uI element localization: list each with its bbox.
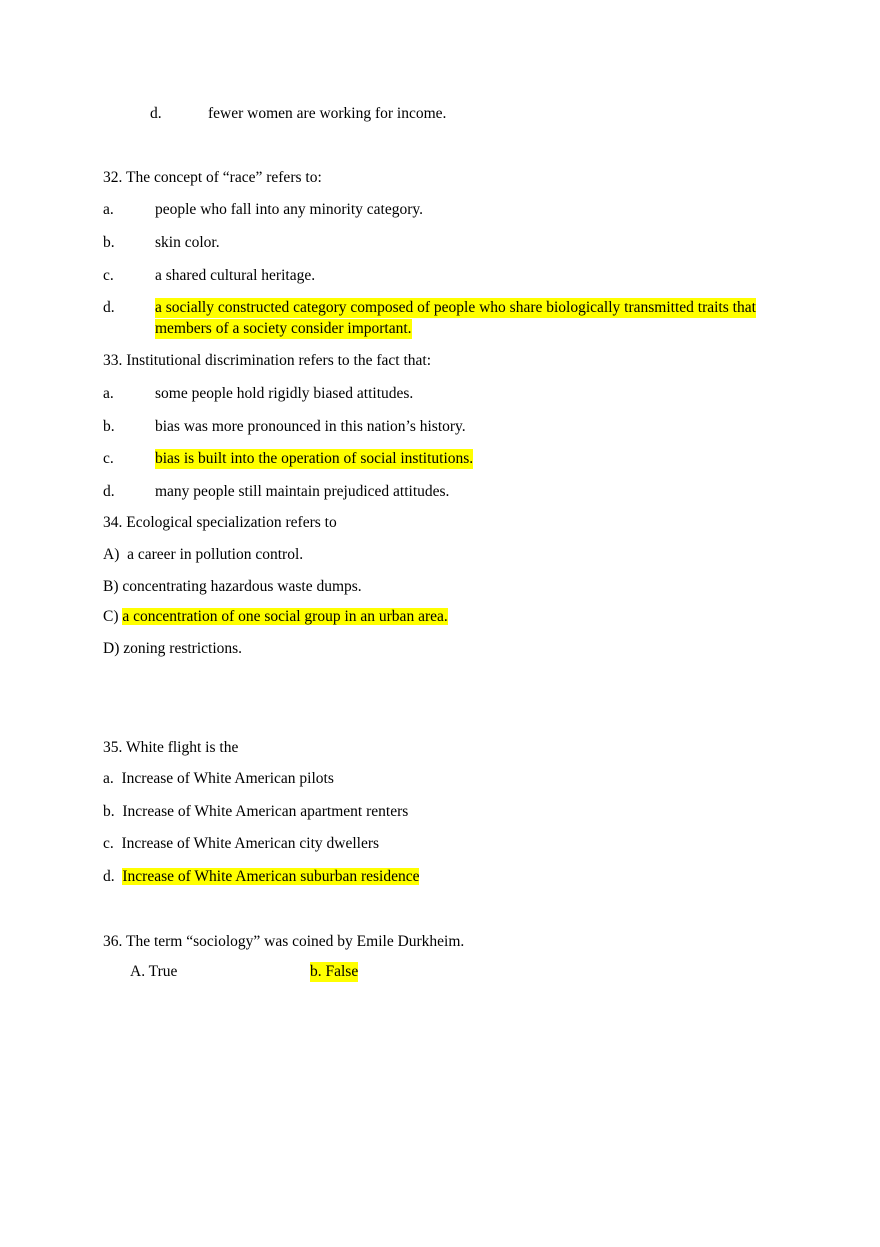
q34-option-a-text: a career in pollution control. xyxy=(127,546,304,563)
q34-option-c xyxy=(103,607,448,627)
q35-option-a-text: Increase of White American pilots xyxy=(121,770,334,787)
q33-option-d-letter: d. xyxy=(103,483,115,500)
q33-option-b-text: bias was more pronounced in this nation’s history. xyxy=(155,418,466,435)
q32-option-a-text: people who fall into any minority category. xyxy=(155,201,424,218)
q34-stem: 34. Ecological specialization refers to xyxy=(103,514,337,531)
q32-option-d-text-line1: a socially constructed category composed of people who share biologically transmitted traits that xyxy=(155,299,756,316)
q36-option-true: A. True xyxy=(130,963,178,980)
q33-option-c-text: bias is built into the operation of social institutions. xyxy=(155,450,474,467)
q33-option-c-letter: c. xyxy=(103,450,114,467)
q34-option-a xyxy=(103,545,303,565)
q34-option-d-text: zoning restrictions. xyxy=(123,640,243,657)
q35-stem: 35. White flight is the xyxy=(103,739,239,756)
q35-option-a xyxy=(103,769,334,789)
q35-option-b xyxy=(103,802,408,822)
q35-option-b-letter: b. xyxy=(103,803,115,820)
q35-option-d-letter: d. xyxy=(103,868,115,885)
q34-option-a-letter: A) xyxy=(103,546,120,563)
q35-option-c xyxy=(103,834,379,854)
q32-option-a-letter: a. xyxy=(103,201,114,218)
q31-option-d-letter: d. xyxy=(150,105,162,122)
q34-option-b-text: concentrating hazardous waste dumps. xyxy=(122,578,362,595)
q35-option-b-text: Increase of White American apartment renters xyxy=(122,803,409,820)
q33-option-b-letter: b. xyxy=(103,418,115,435)
q32-option-d-text-line2: members of a society consider important. xyxy=(155,320,412,337)
q33-option-d-text: many people still maintain prejudiced attitudes. xyxy=(155,483,450,500)
q35-option-c-letter: c. xyxy=(103,835,114,852)
q34-option-b-letter: B) xyxy=(103,578,119,595)
q32-option-b-text: skin color. xyxy=(155,234,220,251)
q34-option-c-text: a concentration of one social group in an urban area. xyxy=(122,608,448,625)
q32-stem: 32. The concept of “race” refers to: xyxy=(103,169,322,186)
q32-option-c-letter: c. xyxy=(103,267,114,284)
q35-option-d-text: Increase of White American suburban residence xyxy=(122,868,420,885)
q32-option-d-letter: d. xyxy=(103,299,115,316)
q32-option-c-text: a shared cultural heritage. xyxy=(155,267,316,284)
q33-option-a-letter: a. xyxy=(103,385,114,402)
q36-stem: 36. The term “sociology” was coined by Emile Durkheim. xyxy=(103,933,465,950)
q34-option-c-letter: C) xyxy=(103,608,119,625)
q33-option-a-text: some people hold rigidly biased attitudes. xyxy=(155,385,414,402)
q34-option-b xyxy=(103,577,362,597)
q32-option-b-letter: b. xyxy=(103,234,115,251)
q34-option-d-letter: D) xyxy=(103,640,120,657)
q35-option-d xyxy=(103,867,419,887)
q31-option-d-text: fewer women are working for income. xyxy=(208,105,447,122)
q34-option-d xyxy=(103,639,242,659)
q33-stem: 33. Institutional discrimination refers to the fact that: xyxy=(103,352,431,369)
q36-option-false: b. False xyxy=(310,963,359,980)
q35-option-c-text: Increase of White American city dwellers xyxy=(121,835,380,852)
q35-option-a-letter: a. xyxy=(103,770,114,787)
